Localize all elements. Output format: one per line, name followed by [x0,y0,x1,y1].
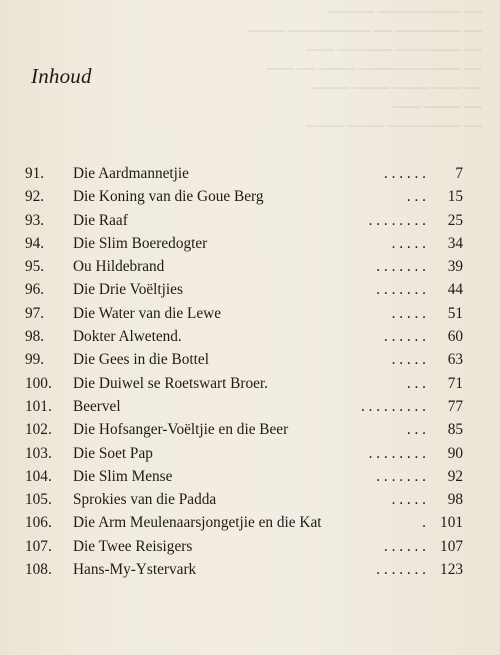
dot-leader: . . . . . . . . . [360,397,426,415]
entry-page-number: 7 [455,165,463,182]
table-of-contents [0,162,500,581]
entry-title: Die Aardmannetjie [73,165,189,182]
dot-leader: . . . . . . . . [368,444,426,462]
dot-leader: . . . . . . [383,165,426,182]
toc-entry [0,465,500,488]
entry-page-number: 98 [447,491,463,509]
entry-number: 103. [25,444,52,462]
dot-leader: . . . [406,188,426,206]
entry-number: 108. [25,561,52,579]
toc-entry [0,511,500,534]
entry-title: Die Slim Boeredogter [73,234,208,252]
toc-entry [0,162,500,185]
entry-number: 96. [25,281,45,299]
entry-number: 106. [25,514,52,532]
page-title: Inhoud [31,64,92,88]
dot-leader: . . . . . . [383,328,426,346]
dot-leader: . [422,514,426,532]
dot-leader: . . . . . [391,351,426,369]
entry-page-number: 85 [447,421,463,439]
dot-leader: . . . . . [391,491,426,509]
toc-entry [0,209,500,232]
toc-entry [0,558,500,581]
entry-page-number: 39 [447,258,463,276]
dot-leader: . . . . . . . . [368,211,426,229]
entry-number: 92. [25,188,45,206]
entry-number: 95. [25,258,45,276]
entry-page-number: 92 [447,467,463,485]
toc-entry [0,185,500,208]
show-through-text: ───── ───────── ── ──── ───────── ── ─────── ── ─── ────── ─────── ── ─── ── ──── ─────────── ── ──── ──── ──── ─── ── ─── ──── ── ──── ──── ──────── ── [247,4,482,133]
toc-entry [0,488,500,511]
toc-entry [0,395,500,418]
entry-title: Die Soet Pap [73,444,153,462]
toc-entry [0,442,500,465]
dot-leader: . . . [406,374,426,392]
entry-number: 100. [25,374,52,392]
entry-page-number: 25 [447,211,463,229]
entry-title: Die Arm Meulenaarsjongetjie en die Kat [73,514,322,532]
toc-entry [0,348,500,371]
entry-number: 97. [25,304,45,322]
entry-page-number: 90 [447,444,463,462]
entry-number: 98. [25,328,45,346]
entry-page-number: 44 [447,281,463,299]
toc-entry [0,372,500,395]
entry-number: 101. [25,397,52,415]
entry-title: Hans-My-Ystervark [73,561,197,579]
entry-title: Die Koning van die Goue Berg [73,188,264,206]
entry-title: Die Hofsanger-Voëltjie en die Beer [73,421,289,439]
entry-number: 105. [25,491,52,509]
dot-leader: . . . . . . [383,537,426,555]
entry-title: Die Gees in die Bottel [73,351,209,369]
entry-page-number: 123 [440,561,463,579]
toc-entry [0,302,500,325]
entry-number: 102. [25,421,52,439]
entry-page-number: 77 [447,397,463,415]
entry-page-number: 101 [440,514,463,532]
toc-entry [0,418,500,441]
entry-page-number: 71 [447,374,463,392]
dot-leader: . . . . . [391,304,426,322]
toc-entry [0,232,500,255]
entry-page-number: 51 [447,304,463,322]
entry-title: Die Raaf [73,211,128,229]
dot-leader: . . . . . . . [376,467,426,485]
entry-page-number: 34 [447,234,463,252]
entry-page-number: 107 [440,537,463,555]
toc-entry [0,255,500,278]
toc-entry [0,278,500,301]
entry-number: 99. [25,351,45,369]
entry-title: Die Drie Voëltjies [73,281,183,299]
toc-entry [0,325,500,348]
entry-number: 94. [25,234,45,252]
entry-title: Die Water van die Lewe [73,304,221,322]
entry-title: Die Twee Reisigers [73,537,193,555]
entry-page-number: 63 [447,351,463,369]
entry-title: Dokter Alwetend. [73,328,182,346]
toc-entry [0,535,500,558]
entry-title: Sprokies van die Padda [73,491,217,509]
entry-number: 107. [25,537,52,555]
entry-page-number: 15 [447,188,463,206]
dot-leader: . . . . . . . [376,561,426,579]
entry-title: Ou Hildebrand [73,258,165,276]
entry-title: Beervel [73,397,121,415]
dot-leader: . . . [406,421,426,439]
entry-number: 91. [25,165,45,182]
entry-number: 104. [25,467,52,485]
dot-leader: . . . . . . . [376,281,426,299]
entry-title: Die Duiwel se Roetswart Broer. [73,374,268,392]
entry-title: Die Slim Mense [73,467,173,485]
entry-number: 93. [25,211,45,229]
dot-leader: . . . . . . . [376,258,426,276]
dot-leader: . . . . . [391,234,426,252]
entry-page-number: 60 [447,328,463,346]
